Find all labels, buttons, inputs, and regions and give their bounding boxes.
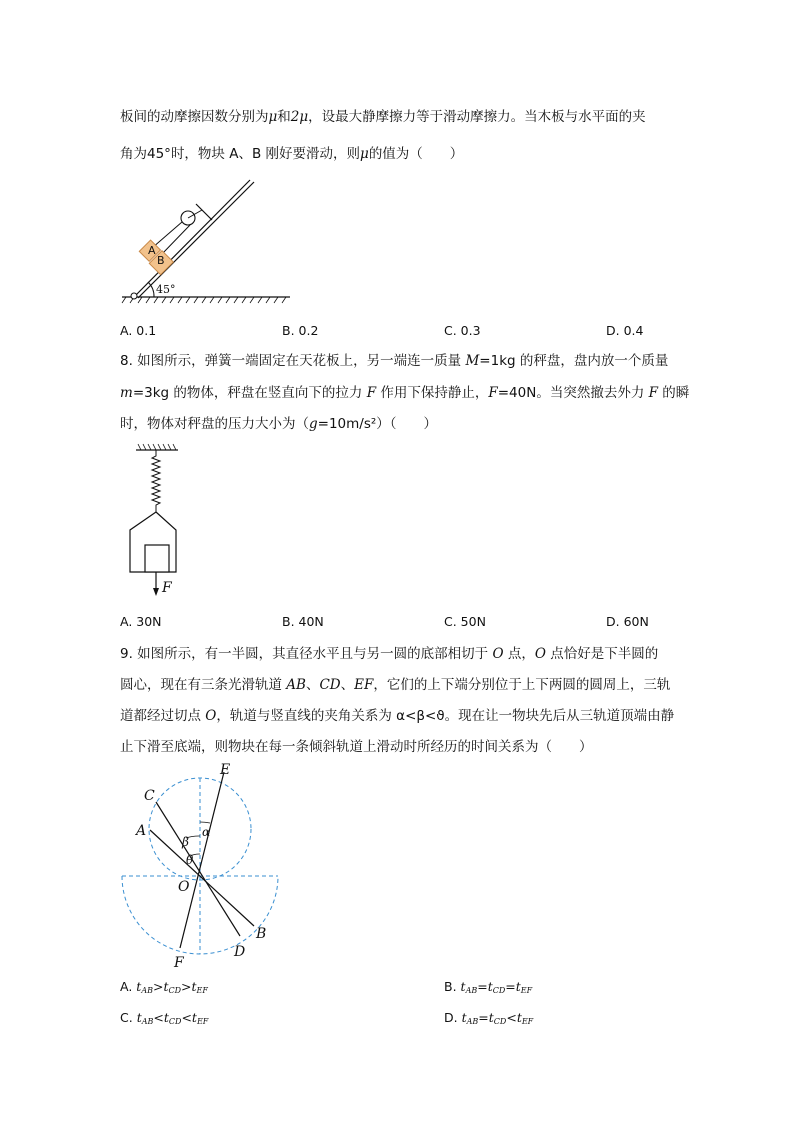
q7-option-a[interactable]: A. 0.1 [120,323,157,338]
angle-theta-label: θ [186,853,194,867]
block-b-label: B [157,254,165,267]
q8-spring-figure [124,442,194,600]
q9-line-3: 道都经过切点 O，轨道与竖直线的夹角关系为 α<β<ϑ。现在让一物块先后从三轨道顶端由静 [120,708,675,724]
angle-alpha-label: α [202,825,211,839]
block-a-label: A [148,244,156,257]
q8-line-2: m=3kg 的物体，秤盘在竖直向下的拉力 F 作用下保持静止，F=40N。当突然撤去外力 F 的瞬 [120,385,690,401]
q9-option-c[interactable]: C. $t_{AB}<t_{CD}<t_{EF}$ [120,1010,209,1026]
spring [152,450,160,512]
point-d-label: D [234,944,246,960]
q8-option-b[interactable]: B. 40N [282,614,324,629]
point-b-label: B [256,926,267,942]
q9-line-1: 9. 如图所示，有一半圆，其直径水平且与另一圆的底部相切于 O 点，O 点恰好是下半圆的 [120,646,659,662]
q9-option-b-formula: $t_{AB}=t_{CD}=t_{EF}$ [460,979,533,995]
q9-line-4: 止下滑至底端，则物块在每一条倾斜轨道上滑动时所经历的时间关系为（ ） [120,739,593,755]
point-c-label: C [144,788,155,804]
q8-line-1: 8. 如图所示，弹簧一端固定在天花板上，另一端连一质量 M=1kg 的秤盘，盘内放一个质量 [120,353,669,369]
angle-beta-label: β [182,835,189,849]
q9-option-d[interactable]: D. $t_{AB}=t_{CD}<t_{EF}$ [444,1010,534,1026]
q8-option-c[interactable]: C. 50N [444,614,486,629]
point-e-label: E [220,762,231,778]
q9-option-b[interactable]: B. $t_{AB}=t_{CD}=t_{EF}$ [444,979,533,995]
q7-line-2: 角为45°时，物块 A、B 刚好要滑动，则μ的值为（ ） [120,146,464,162]
point-a-label: A [136,823,147,839]
q7-angle-label: 45° [156,283,176,296]
q9-option-a-formula: $t_{AB}>t_{CD}>t_{EF}$ [136,979,208,995]
q8-option-d[interactable]: D. 60N [606,614,649,629]
q8-line-3: 时，物体对秤盘的压力大小为（g=10m/s²）（ ） [120,416,438,432]
q9-circles-figure [116,760,282,970]
q7-option-b[interactable]: B. 0.2 [282,323,319,338]
q7-option-c[interactable]: C. 0.3 [444,323,481,338]
object-m [145,545,169,572]
q9-option-d-formula: $t_{AB}=t_{CD}<t_{EF}$ [461,1010,534,1026]
q7-option-d[interactable]: D. 0.4 [606,323,644,338]
point-o-label: O [178,879,190,895]
track-ab [150,830,254,926]
q8-option-a[interactable]: A. 30N [120,614,162,629]
q7-incline-figure [118,172,298,312]
q7-line-1: 板间的动摩擦因数分别为μ和2μ，设最大静摩擦力等于滑动摩擦力。当木板与水平面的夹 [120,109,646,125]
q9-option-a[interactable]: A. $t_{AB}>t_{CD}>t_{EF}$ [120,979,208,995]
q9-line-2: 圆心，现在有三条光滑轨道 AB、CD、EF，它们的上下端分别位于上下两圆的圆周上，三轨 [120,677,671,693]
q9-option-c-formula: $t_{AB}<t_{CD}<t_{EF}$ [136,1010,209,1026]
point-f-label: F [174,955,184,970]
force-f-label: F [162,580,172,596]
